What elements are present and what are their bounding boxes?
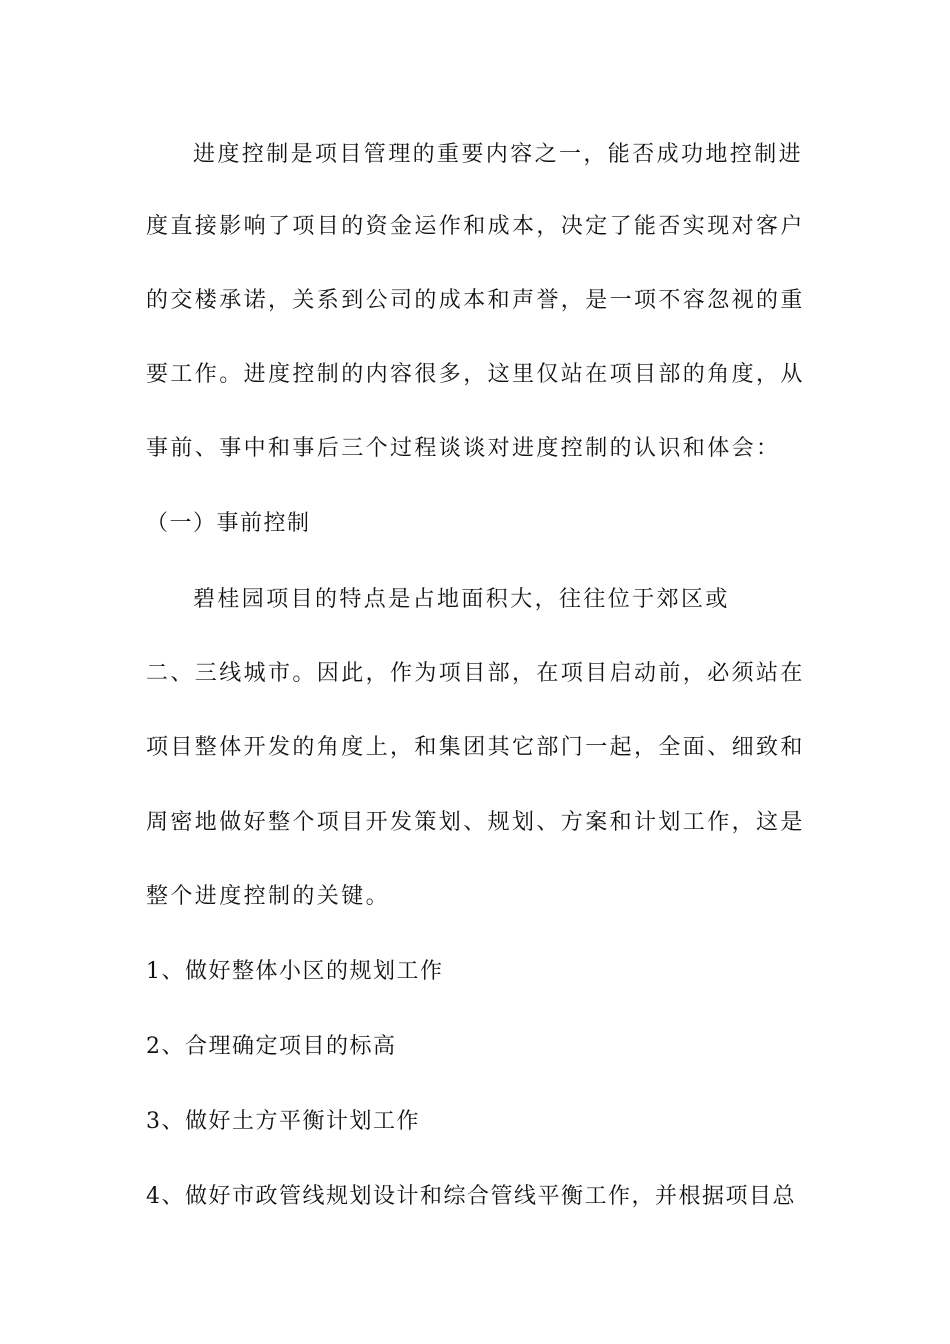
paragraph-line: 要工作。进度控制的内容很多，这里仅站在项目部的角度，从 bbox=[146, 362, 805, 387]
list-item: 4、做好市政管线规划设计和综合管线平衡工作，并根据项目总 bbox=[146, 1184, 796, 1209]
list-item: 3、做好土方平衡计划工作 bbox=[146, 1109, 420, 1134]
paragraph-line: 进度控制是项目管理的重要内容之一，能否成功地控制进 bbox=[193, 142, 804, 167]
paragraph-line: 周密地做好整个项目开发策划、规划、方案和计划工作，这是 bbox=[146, 810, 805, 835]
paragraph-line: 的交楼承诺，关系到公司的成本和声誉，是一项不容忽视的重 bbox=[146, 288, 805, 313]
paragraph-line: 整个进度控制的关键。 bbox=[146, 884, 391, 909]
list-item: 2、合理确定项目的标高 bbox=[146, 1034, 397, 1059]
list-item: 1、做好整体小区的规划工作 bbox=[146, 959, 444, 984]
paragraph-line: 碧桂园项目的特点是占地面积大，往往位于郊区或 bbox=[193, 587, 730, 612]
paragraph-line: 事前、事中和事后三个过程谈谈对进度控制的认识和体会： bbox=[146, 436, 781, 461]
paragraph-line: 二、三线城市。因此，作为项目部，在项目启动前，必须站在 bbox=[146, 661, 805, 686]
paragraph-line: 项目整体开发的角度上，和集团其它部门一起，全面、细致和 bbox=[146, 735, 805, 760]
section-heading: （一）事前控制 bbox=[146, 511, 311, 536]
paragraph-line: 度直接影响了项目的资金运作和成本，决定了能否实现对客户 bbox=[146, 214, 805, 239]
